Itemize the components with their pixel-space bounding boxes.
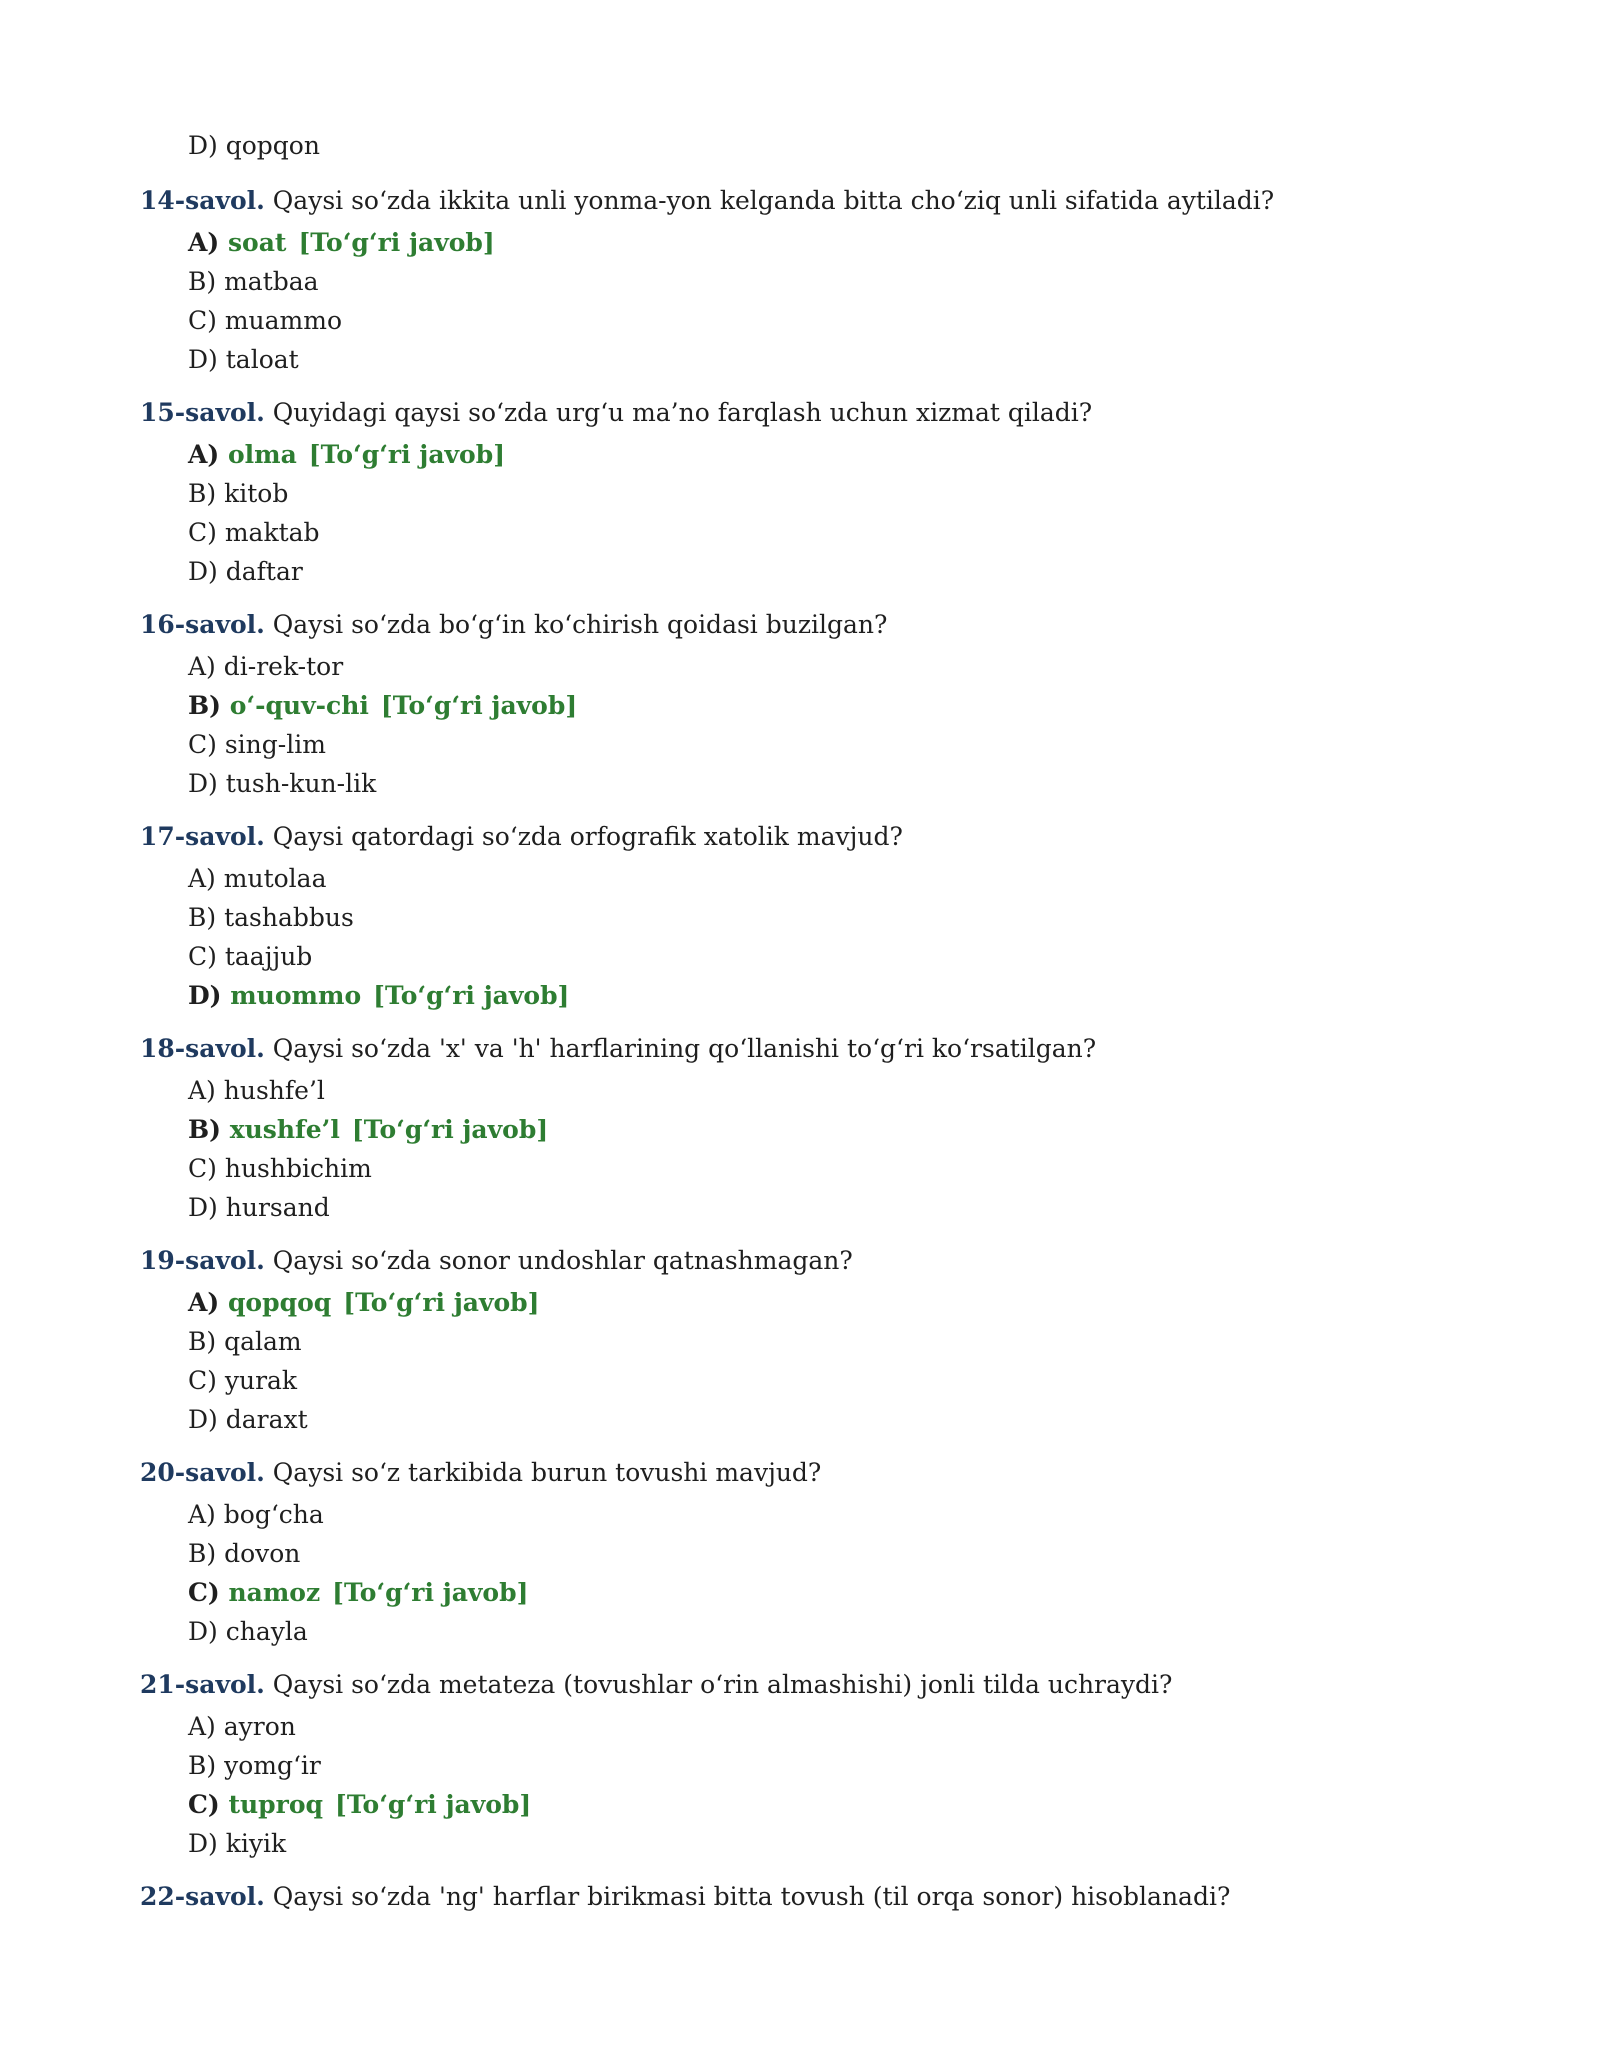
question-text: Qaysi so‘z tarkibida burun tovushi mavjud? — [272, 1458, 822, 1487]
question-18 — [140, 1033, 1096, 1065]
option — [188, 902, 354, 934]
option-text: tush-kun-lik — [225, 769, 377, 798]
question-number: 17-savol. — [140, 822, 265, 851]
question-number: 19-savol. — [140, 1246, 265, 1275]
option-letter: B) — [188, 1115, 221, 1144]
correct-option — [188, 1789, 531, 1821]
option-text: chayla — [225, 1617, 308, 1646]
option-text: soat — [227, 228, 287, 257]
option-letter: D) — [188, 557, 218, 586]
option-letter: B) — [188, 1327, 217, 1356]
correct-answer-tag: [To‘g‘ri javob] — [351, 1115, 549, 1144]
option — [188, 305, 342, 337]
option-letter: A) — [188, 652, 216, 681]
question-text: Qaysi so‘zda ikkita unli yonma-yon kelganda bitta cho‘ziq unli sifatida aytiladi? — [272, 186, 1275, 215]
question-17 — [140, 821, 903, 853]
question-number: 21-savol. — [140, 1670, 265, 1699]
option-text: di-rek-tor — [223, 652, 344, 681]
option-text: D) qopqon — [188, 131, 320, 160]
option-letter: B) — [188, 1539, 217, 1568]
option-text: qalam — [224, 1327, 302, 1356]
option-letter: A) — [188, 1712, 216, 1741]
option-text: yomg‘ir — [224, 1751, 321, 1780]
correct-answer-tag: [To‘g‘ri javob] — [298, 228, 495, 257]
question-text: Qaysi so‘zda bo‘g‘in ko‘chirish qoidasi buzilgan? — [272, 610, 888, 639]
option — [188, 941, 312, 973]
option — [188, 729, 326, 761]
correct-answer-tag: [To‘g‘ri javob] — [332, 1578, 529, 1607]
option-letter: C) — [188, 518, 217, 547]
correct-option — [188, 690, 577, 722]
option-text: tashabbus — [224, 903, 354, 932]
option-text: hushbichim — [224, 1154, 372, 1183]
option-letter: C) — [188, 1366, 217, 1395]
option — [188, 556, 303, 588]
option-letter: D) — [188, 1829, 218, 1858]
option — [188, 478, 288, 510]
option — [188, 1153, 372, 1185]
option-text: bog‘cha — [223, 1500, 324, 1529]
correct-option — [188, 980, 569, 1012]
correct-option — [188, 1287, 540, 1319]
option-text: olma — [227, 440, 297, 469]
correct-answer-tag: [To‘g‘ri javob] — [308, 440, 506, 469]
option-letter: D) — [188, 981, 222, 1010]
question-number: 14-savol. — [140, 186, 265, 215]
question-16 — [140, 609, 887, 641]
question-21 — [140, 1669, 1172, 1701]
option-text: kiyik — [225, 1829, 287, 1858]
option — [188, 768, 376, 800]
question-number: 16-savol. — [140, 610, 265, 639]
option-text: tuproq — [228, 1790, 323, 1819]
option-text: daraxt — [225, 1405, 308, 1434]
question-text: Quyidagi qaysi so‘zda urg‘u ma’no farqlash uchun xizmat qiladi? — [272, 398, 1093, 427]
question-text: Qaysi so‘zda sonor undoshlar qatnashmagan? — [272, 1246, 853, 1275]
option-letter: B) — [188, 1751, 217, 1780]
option-letter: C) — [188, 1790, 220, 1819]
correct-option — [188, 1114, 548, 1146]
option-text: maktab — [224, 518, 320, 547]
question-number: 22-savol. — [140, 1882, 265, 1911]
option-text: hursand — [225, 1193, 330, 1222]
option — [188, 1711, 296, 1743]
option-letter: A) — [188, 228, 220, 257]
option-text: dovon — [224, 1539, 301, 1568]
question-20 — [140, 1457, 821, 1489]
correct-answer-tag: [To‘g‘ri javob] — [334, 1790, 532, 1819]
question-number: 20-savol. — [140, 1458, 265, 1487]
option — [188, 1616, 308, 1648]
option-text: muammo — [224, 306, 343, 335]
option — [188, 344, 299, 376]
option — [188, 1192, 330, 1224]
option — [188, 1326, 302, 1358]
option-letter: B) — [188, 267, 217, 296]
question-15 — [140, 397, 1092, 429]
option-text: xushfe’l — [229, 1115, 340, 1144]
option-letter: B) — [188, 691, 221, 720]
question-14 — [140, 185, 1274, 217]
option-letter: C) — [188, 730, 217, 759]
question-19 — [140, 1245, 853, 1277]
question-text: Qaysi so‘zda metateza (tovushlar o‘rin almashishi) jonli tilda uchraydi? — [272, 1670, 1173, 1699]
question-number: 15-savol. — [140, 398, 265, 427]
option-text: o‘-quv-chi — [229, 691, 369, 720]
question-number: 18-savol. — [140, 1034, 265, 1063]
option-text: matbaa — [224, 267, 319, 296]
option-text: taloat — [225, 345, 299, 374]
question-text: Qaysi so‘zda 'ng' harflar birikmasi bitta tovush (til orqa sonor) hisoblanadi? — [272, 1882, 1231, 1911]
option — [188, 1538, 300, 1570]
option-letter: D) — [188, 769, 218, 798]
option-letter: A) — [188, 1288, 220, 1317]
option — [188, 1404, 308, 1436]
option-text: sing-lim — [224, 730, 326, 759]
option-text: hushfe’l — [223, 1076, 325, 1105]
option-text: ayron — [223, 1712, 296, 1741]
option — [188, 1750, 321, 1782]
option-text: qopqoq — [227, 1288, 332, 1317]
option-text: daftar — [225, 557, 303, 586]
option — [188, 651, 343, 683]
question-22 — [140, 1881, 1230, 1913]
option-text: kitob — [224, 479, 289, 508]
option-letter: C) — [188, 942, 217, 971]
option-text: yurak — [224, 1366, 298, 1395]
question-text: Qaysi qatordagi so‘zda orfografik xatolik mavjud? — [272, 822, 903, 851]
option — [188, 1828, 286, 1860]
option-letter: D) — [188, 1617, 218, 1646]
option-letter: A) — [188, 1500, 216, 1529]
option-text: namoz — [228, 1578, 321, 1607]
correct-answer-tag: [To‘g‘ri javob] — [343, 1288, 540, 1317]
option-letter: D) — [188, 1193, 218, 1222]
option — [188, 266, 319, 298]
option — [188, 1365, 297, 1397]
option-letter: D) — [188, 345, 218, 374]
option-letter: D) — [188, 1405, 218, 1434]
option-text: mutolaa — [223, 864, 327, 893]
option — [188, 517, 320, 549]
option-letter: C) — [188, 306, 217, 335]
option-letter: A) — [188, 864, 216, 893]
option — [188, 1499, 324, 1531]
correct-answer-tag: [To‘g‘ri javob] — [380, 691, 578, 720]
correct-option — [188, 1577, 528, 1609]
correct-answer-tag: [To‘g‘ri javob] — [373, 981, 570, 1010]
option-letter: C) — [188, 1154, 217, 1183]
option-letter: B) — [188, 479, 217, 508]
question-text: Qaysi so‘zda 'x' va 'h' harflarining qo‘llanishi to‘g‘ri ko‘rsatilgan? — [272, 1034, 1097, 1063]
correct-option — [188, 439, 505, 471]
option-letter: A) — [188, 440, 220, 469]
option-letter: C) — [188, 1578, 220, 1607]
correct-option — [188, 227, 495, 259]
option-letter: A) — [188, 1076, 216, 1105]
option-text: muommo — [230, 981, 362, 1010]
option — [188, 1075, 325, 1107]
option — [188, 863, 326, 895]
option-text: taajjub — [224, 942, 313, 971]
option-letter: B) — [188, 903, 217, 932]
